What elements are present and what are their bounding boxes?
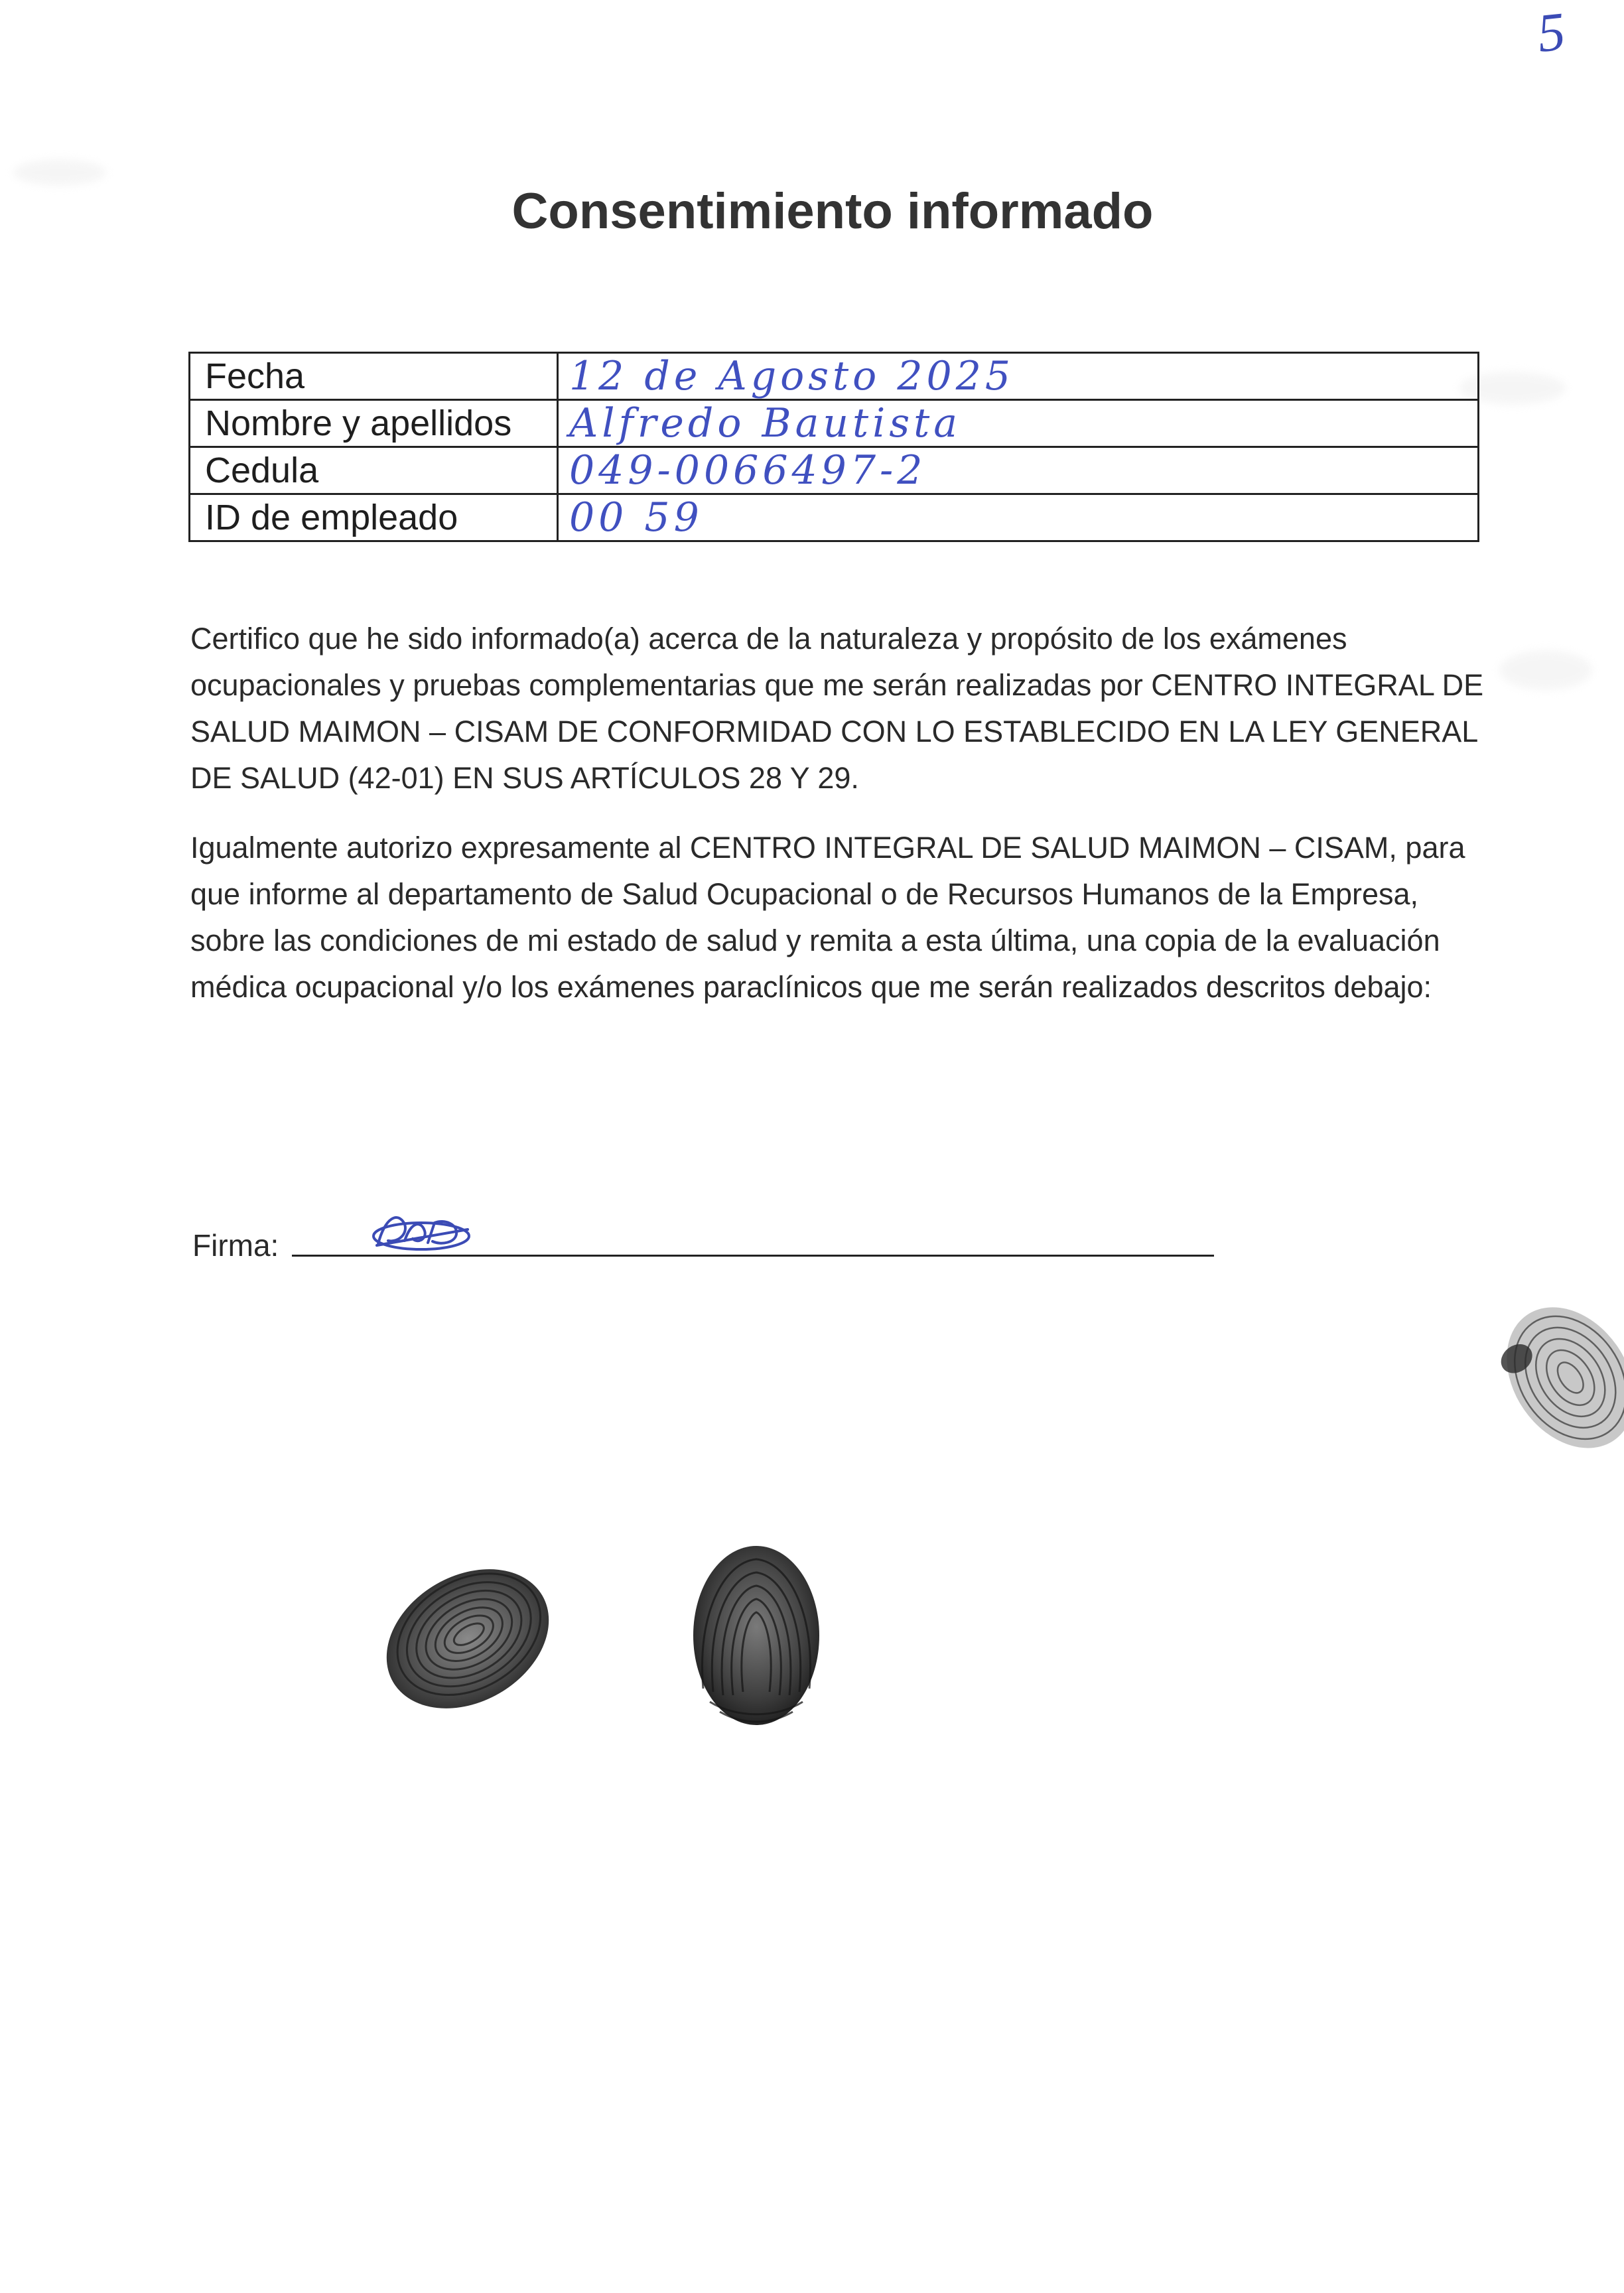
consent-info-table: [188, 352, 1479, 542]
field-value-fecha[interactable]: 12 de Agosto 2025: [558, 353, 1479, 400]
authorization-paragraph: Igualmente autorizo expresamente al CENTRO INTEGRAL DE SALUD MAIMON – CISAM, para que informe al departamento de Salud Ocupacional o de Recursos Humanos de la Empresa, sobre las condiciones de mi estado de salud y remita a esta última, una copia de la evaluación médica ocupacional y/o los exámenes paraclínicos que me serán realizados descritos debajo:: [190, 831, 1465, 1004]
table-row: [190, 400, 1479, 447]
table-row: [190, 447, 1479, 494]
field-value-nombre[interactable]: Alfredo Bautista: [558, 400, 1479, 447]
field-label-nombre: Nombre y apellidos: [190, 400, 558, 447]
signature-label: Firma:: [192, 1228, 279, 1263]
field-label-id-empleado: ID de empleado: [190, 494, 558, 541]
fingerprint-left-image: [372, 1553, 564, 1725]
page-title: Consentimiento informado: [511, 183, 1154, 240]
scan-smudge: [13, 159, 106, 186]
fingerprint-center-image: [683, 1536, 829, 1735]
field-value-id-empleado[interactable]: 00 59: [558, 494, 1479, 541]
certification-paragraph: Certifico que he sido informado(a) acerca de la naturaleza y propósito de los exámenes ocupacionales y pruebas complementarias que me serán realizadas por CENTRO INTEGRAL DE SALUD MAIMON – CISAM DE CONFORMIDAD CON LO ESTABLECIDO EN LA LEY GENERAL DE SALUD (42-01) EN SUS ARTÍCULOS 28 Y 29.: [190, 622, 1484, 795]
fingerprint-edge-image: [1493, 1297, 1624, 1470]
field-label-cedula: Cedula: [190, 447, 558, 494]
signature-row: [192, 1214, 1214, 1267]
handwritten-signature: [358, 1204, 478, 1257]
field-label-fecha: Fecha: [190, 353, 558, 400]
table-row: [190, 494, 1479, 541]
table-row: [190, 353, 1479, 400]
page-number-mark: 5: [1534, 1, 1568, 64]
scan-smudge: [1499, 650, 1592, 690]
field-value-cedula[interactable]: 049-0066497-2: [558, 447, 1479, 494]
